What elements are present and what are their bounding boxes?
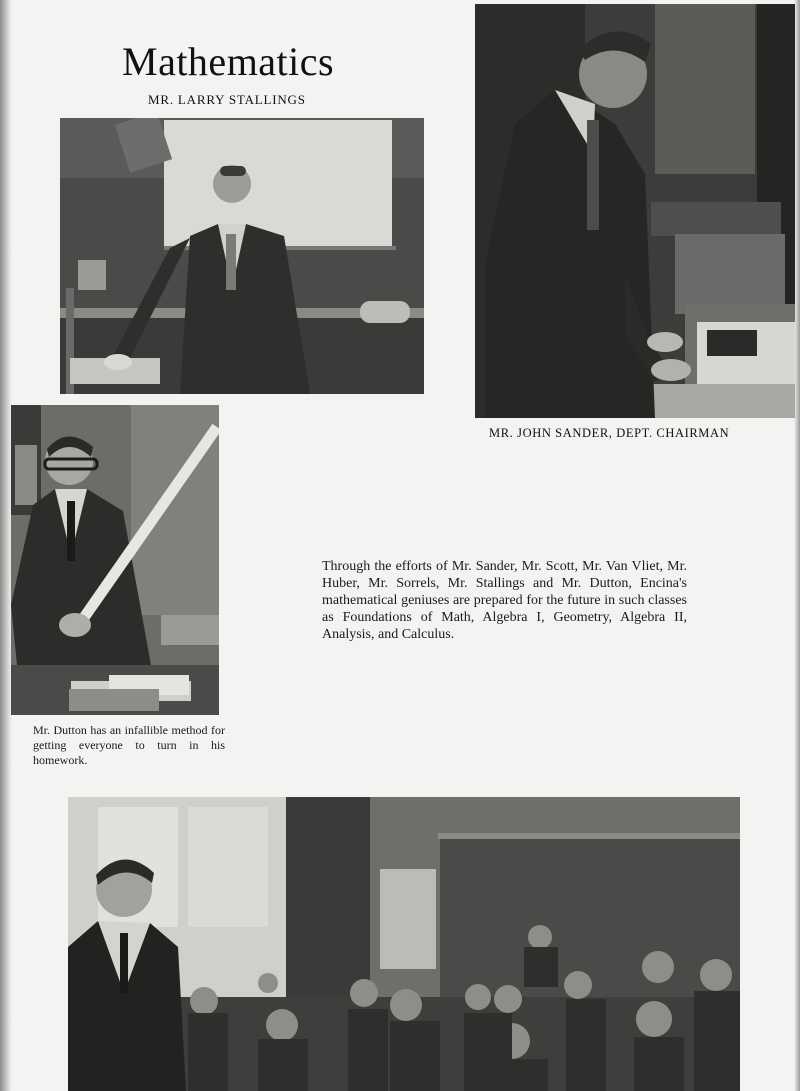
department-description: Through the efforts of Mr. Sander, Mr. Scott, Mr. Van Vliet, Mr. Huber, Mr. Sorrels, Mr. Stallings and Mr. Dutton, Encina's mathematical geniuses are prepared for the future in such classes as Foundations of Math, Algebra I, Geometry, Algebra II, Analysis, and Calculus. xyxy=(322,559,687,642)
sander-photo xyxy=(475,4,795,418)
stallings-photo xyxy=(60,118,424,394)
page-title: Mathematics xyxy=(122,39,335,84)
stallings-caption: MR. LARRY STALLINGS xyxy=(148,92,306,107)
classroom-photo xyxy=(68,797,740,1091)
dutton-caption: Mr. Dutton has an infallible method for getting everyone to turn in his homework. xyxy=(33,723,225,767)
chairman-caption: MR. JOHN SANDER, DEPT. CHAIRMAN xyxy=(489,426,730,440)
dutton-photo xyxy=(11,405,219,715)
